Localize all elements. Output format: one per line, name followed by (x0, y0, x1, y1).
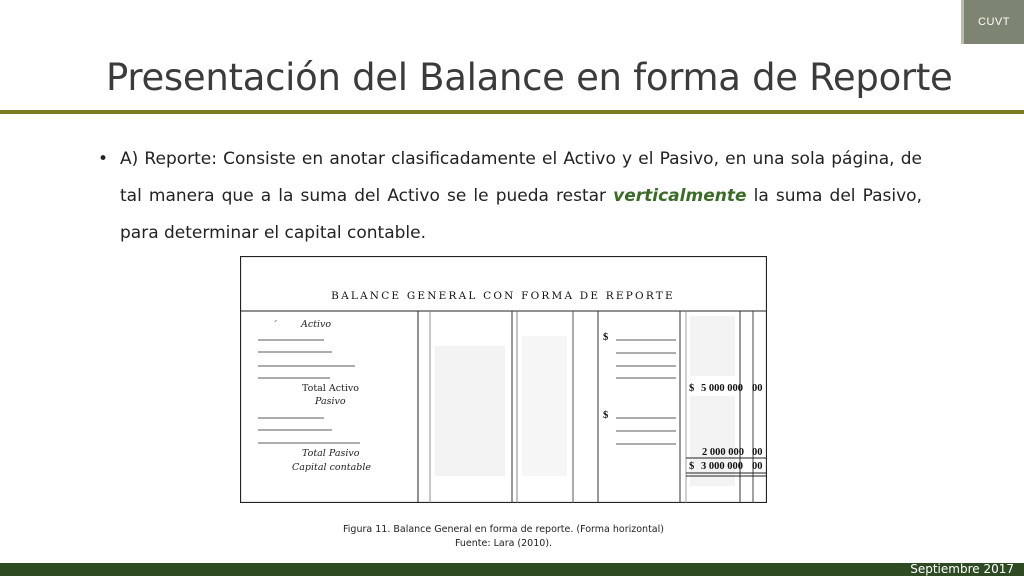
figure-header: BALANCE GENERAL CON FORMA DE REPORTE (331, 290, 675, 302)
slide-title: Presentación del Balance en forma de Reporte (106, 56, 953, 99)
caption-line-2: Fuente: Lara (2010). (454, 538, 553, 549)
total-pasivo-cents: 00 (752, 447, 763, 458)
total-pasivo-amount: 2 000 000 (702, 447, 744, 458)
bullet-text-after: la suma del Pasivo, para determinar el capital contable. (120, 186, 922, 243)
balance-figure (240, 256, 767, 503)
label-total-pasivo: Total Pasivo (302, 448, 360, 459)
currency-sign: $ (689, 461, 695, 472)
label-total-activo: Total Activo (302, 383, 359, 394)
bullet-text-before: A) Reporte: Consiste en anotar clasificadamente el Activo y el Pasivo, en una sola página, de tal manera que a la suma del Activo se le pueda restar (120, 149, 922, 206)
bullet-text (120, 141, 922, 252)
label-pasivo: Pasivo (315, 396, 346, 407)
logo-text: CUVT (978, 16, 1010, 28)
currency-sign: $ (603, 410, 609, 421)
label-activo: Activo (301, 319, 332, 330)
currency-sign: $ (603, 332, 609, 343)
nota-tick: ˊ (272, 320, 277, 331)
figure-caption (240, 523, 767, 551)
footer-bar (0, 563, 1024, 576)
total-activo-cents: 00 (752, 383, 763, 394)
cuvt-logo (961, 0, 1024, 44)
label-capital: Capital contable (292, 462, 371, 473)
footer-date: Septiembre 2017 (910, 562, 1014, 576)
total-activo-amount: 5 000 000 (701, 383, 743, 394)
bullet-icon: • (98, 149, 109, 169)
currency-sign: $ (689, 383, 695, 394)
title-rule (0, 110, 1024, 114)
capital-amount: 3 000 000 (701, 461, 743, 472)
bullet-paragraph (98, 141, 922, 252)
caption-line-1: Figura 11. Balance General en forma de reporte. (Forma horizontal) (343, 524, 664, 535)
bullet-emphasis: verticalmente (613, 186, 747, 206)
capital-cents: 00 (752, 461, 763, 472)
